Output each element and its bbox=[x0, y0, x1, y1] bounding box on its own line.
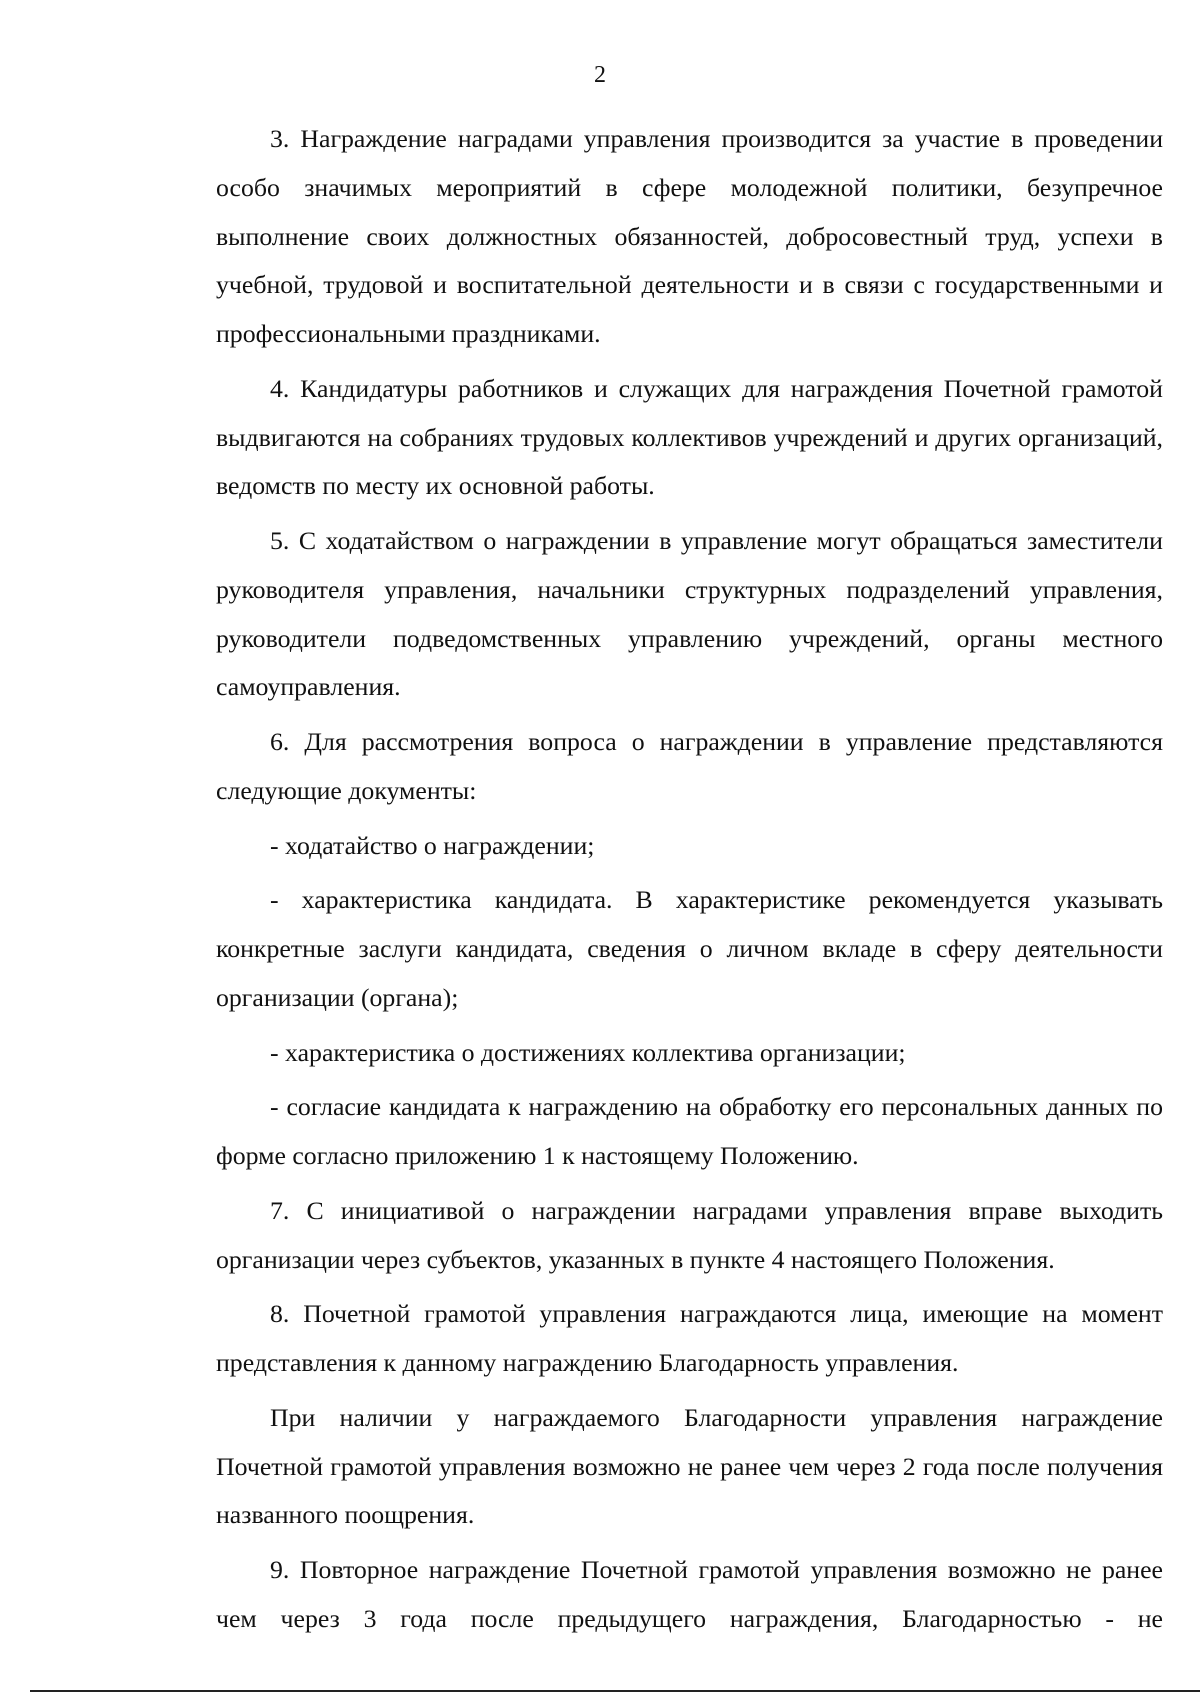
list-item-petition: - ходатайство о награждении; bbox=[270, 830, 595, 860]
document-body bbox=[216, 115, 1163, 1644]
paragraph-3: 3. Награждение наградами управления производится за участие в проведении особо значимых мероприятий в сфере молодежной политики, безупречное выполнение своих должностных обязанностей, добросовестный труд, успехи в учебной, трудовой и воспитательной деятельности и в связи с государственными и профессиональными праздниками. bbox=[216, 124, 1163, 348]
page-bottom-border bbox=[30, 1690, 1200, 1692]
list-item-team-achievements: - характеристика о достижениях коллектива организации; bbox=[270, 1037, 906, 1067]
paragraph-8-note: При наличии у награждаемого Благодарности управления награждение Почетной грамотой управления возможно не ранее чем через 2 года после получения названного поощрения. bbox=[216, 1402, 1163, 1530]
list-item-candidate-characteristic: - характеристика кандидата. В характеристике рекомендуется указывать конкретные заслуги кандидата, сведения о личном вкладе в сферу деятельности организации (органа); bbox=[216, 885, 1163, 1012]
paragraph-9: 9. Повторное награждение Почетной грамотой управления возможно не ранее чем через 3 года после предыдущего награждения, Благодарностью - не bbox=[216, 1555, 1163, 1633]
paragraph-6: 6. Для рассмотрения вопроса о награждении в управление представляются следующие документы: bbox=[216, 727, 1163, 805]
paragraph-5: 5. С ходатайством о награждении в управление могут обращаться заместители руководителя управления, начальники структурных подразделений управления, руководители подведомственных управлению учреждений, органы местного самоуправления. bbox=[216, 526, 1163, 702]
paragraph-8: 8. Почетной грамотой управления награждаются лица, имеющие на момент представления к данному награждению Благодарность управления. bbox=[216, 1299, 1163, 1377]
page-number: 2 bbox=[594, 62, 606, 88]
paragraph-7: 7. С инициативой о награждении наградами управления вправе выходить организации через субъектов, указанных в пункте 4 настоящего Положения. bbox=[216, 1195, 1163, 1274]
paragraph-4: 4. Кандидатуры работников и служащих для награждения Почетной грамотой выдвигаются на собраниях трудовых коллективов учреждений и других организаций, ведомств по месту их основной работы. bbox=[216, 373, 1163, 501]
list-item-personal-data-consent: - согласие кандидата к награждению на обработку его персональных данных по форме согласно приложению 1 к настоящему Положению. bbox=[216, 1092, 1163, 1170]
